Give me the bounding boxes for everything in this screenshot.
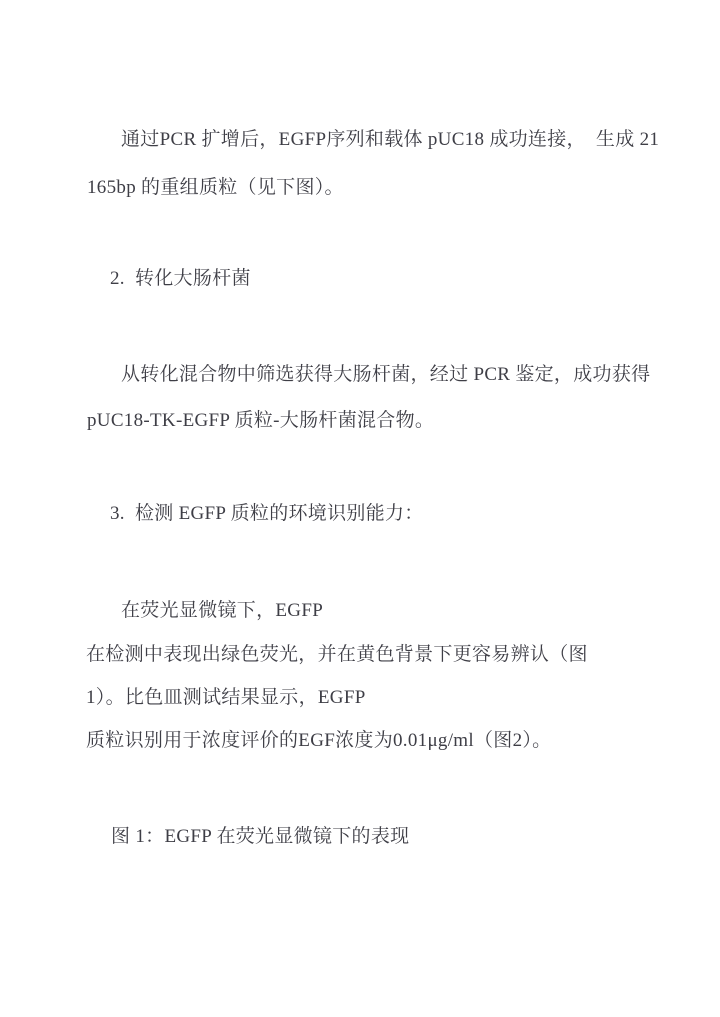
paragraph-1-line-1: 通过PCR 扩增后，EGFP序列和载体 pUC18 成功连接， 生成 21 bbox=[121, 129, 660, 150]
section-heading-3: 3. 检测 EGFP 质粒的环境识别能力： bbox=[110, 503, 424, 524]
paragraph-1-line-2: 165bp 的重组质粒（见下图）。 bbox=[87, 177, 344, 198]
figure-1-caption: 图 1：EGFP 在荧光显微镜下的表现 bbox=[111, 826, 410, 847]
paragraph-3-line-1: 在荧光显微镜下，EGFP bbox=[121, 600, 324, 621]
paragraph-2-line-2: pUC18-TK-EGFP 质粒-大肠杆菌混合物。 bbox=[87, 410, 435, 431]
paragraph-2-line-1: 从转化混合物中筛选获得大肠杆菌，经过 PCR 鉴定，成功获得 bbox=[121, 364, 651, 385]
paragraph-3-line-4: 质粒识别用于浓度评价的EGF浓度为0.01μg/ml（图2）。 bbox=[86, 730, 552, 751]
paragraph-3-line-3: 1）。比色皿测试结果显示，EGFP bbox=[86, 687, 366, 708]
section-heading-2: 2. 转化大肠杆菌 bbox=[110, 268, 251, 289]
paragraph-3-line-2: 在检测中表现出绿色荧光，并在黄色背景下更容易辨认（图 bbox=[86, 644, 588, 665]
